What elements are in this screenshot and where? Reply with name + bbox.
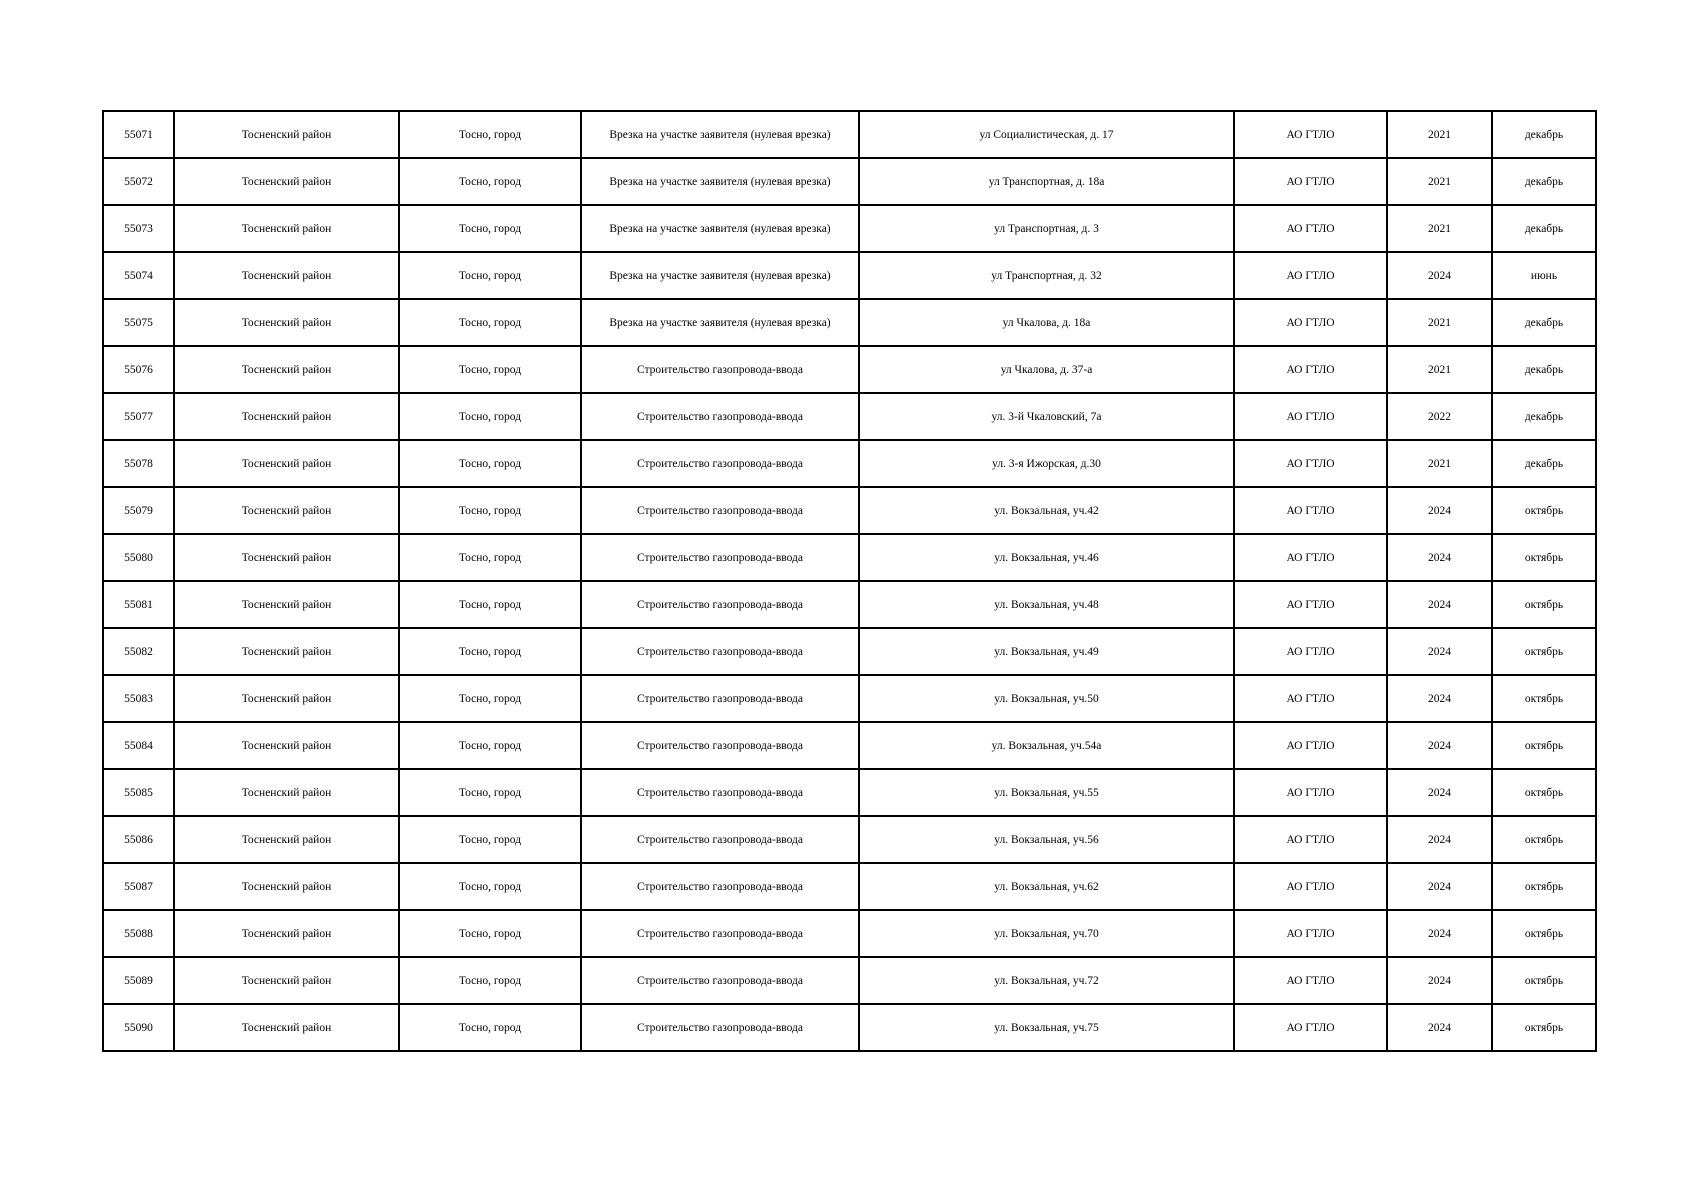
id-cell: 55075 [103, 299, 174, 346]
district-cell: Тосненский район [174, 863, 399, 910]
table-row [103, 252, 1596, 299]
id-cell: 55089 [103, 957, 174, 1004]
locality-cell: Тосно, город [399, 393, 581, 440]
id-cell: 55073 [103, 205, 174, 252]
id-cell: 55074 [103, 252, 174, 299]
address-cell: ул. Вокзальная, уч.62 [859, 863, 1234, 910]
work-type-cell: Врезка на участке заявителя (нулевая врезка) [581, 111, 859, 158]
id-cell: 55083 [103, 675, 174, 722]
id-cell: 55078 [103, 440, 174, 487]
district-cell: Тосненский район [174, 534, 399, 581]
id-cell: 55086 [103, 816, 174, 863]
year-cell: 2024 [1387, 487, 1492, 534]
address-cell: ул. Вокзальная, уч.55 [859, 769, 1234, 816]
year-cell: 2021 [1387, 440, 1492, 487]
month-cell: декабрь [1492, 205, 1596, 252]
table-row [103, 158, 1596, 205]
table-row [103, 816, 1596, 863]
locality-cell: Тосно, город [399, 581, 581, 628]
address-cell: ул. Вокзальная, уч.56 [859, 816, 1234, 863]
organization-cell: АО ГТЛО [1234, 534, 1387, 581]
month-cell: октябрь [1492, 910, 1596, 957]
locality-cell: Тосно, город [399, 1004, 581, 1051]
id-cell: 55080 [103, 534, 174, 581]
year-cell: 2021 [1387, 111, 1492, 158]
work-type-cell: Строительство газопровода-ввода [581, 910, 859, 957]
id-cell: 55079 [103, 487, 174, 534]
address-cell: ул. Вокзальная, уч.72 [859, 957, 1234, 1004]
district-cell: Тосненский район [174, 581, 399, 628]
district-cell: Тосненский район [174, 722, 399, 769]
table-row [103, 299, 1596, 346]
address-cell: ул. Вокзальная, уч.49 [859, 628, 1234, 675]
work-type-cell: Врезка на участке заявителя (нулевая врезка) [581, 205, 859, 252]
table-row [103, 581, 1596, 628]
organization-cell: АО ГТЛО [1234, 393, 1387, 440]
month-cell: декабрь [1492, 299, 1596, 346]
locality-cell: Тосно, город [399, 722, 581, 769]
year-cell: 2024 [1387, 722, 1492, 769]
district-cell: Тосненский район [174, 1004, 399, 1051]
year-cell: 2021 [1387, 205, 1492, 252]
year-cell: 2021 [1387, 299, 1492, 346]
work-type-cell: Строительство газопровода-ввода [581, 816, 859, 863]
locality-cell: Тосно, город [399, 111, 581, 158]
id-cell: 55071 [103, 111, 174, 158]
organization-cell: АО ГТЛО [1234, 675, 1387, 722]
district-cell: Тосненский район [174, 299, 399, 346]
month-cell: октябрь [1492, 1004, 1596, 1051]
table-row [103, 393, 1596, 440]
table-row [103, 863, 1596, 910]
year-cell: 2024 [1387, 816, 1492, 863]
organization-cell: АО ГТЛО [1234, 1004, 1387, 1051]
month-cell: октябрь [1492, 722, 1596, 769]
work-type-cell: Строительство газопровода-ввода [581, 534, 859, 581]
district-cell: Тосненский район [174, 440, 399, 487]
work-type-cell: Строительство газопровода-ввода [581, 1004, 859, 1051]
year-cell: 2022 [1387, 393, 1492, 440]
address-cell: ул Социалистическая, д. 17 [859, 111, 1234, 158]
address-cell: ул Чкалова, д. 18а [859, 299, 1234, 346]
year-cell: 2024 [1387, 534, 1492, 581]
work-type-cell: Строительство газопровода-ввода [581, 346, 859, 393]
table-row [103, 440, 1596, 487]
work-type-cell: Строительство газопровода-ввода [581, 769, 859, 816]
address-cell: ул. 3-й Чкаловский, 7а [859, 393, 1234, 440]
table-body [103, 111, 1596, 1051]
address-cell: ул. Вокзальная, уч.75 [859, 1004, 1234, 1051]
year-cell: 2024 [1387, 252, 1492, 299]
district-cell: Тосненский район [174, 346, 399, 393]
locality-cell: Тосно, город [399, 863, 581, 910]
district-cell: Тосненский район [174, 252, 399, 299]
locality-cell: Тосно, город [399, 534, 581, 581]
table-row [103, 628, 1596, 675]
table-row [103, 769, 1596, 816]
address-cell: ул. Вокзальная, уч.70 [859, 910, 1234, 957]
id-cell: 55081 [103, 581, 174, 628]
table-row [103, 205, 1596, 252]
id-cell: 55072 [103, 158, 174, 205]
address-cell: ул. Вокзальная, уч.48 [859, 581, 1234, 628]
id-cell: 55082 [103, 628, 174, 675]
year-cell: 2024 [1387, 581, 1492, 628]
locality-cell: Тосно, город [399, 816, 581, 863]
district-cell: Тосненский район [174, 158, 399, 205]
address-cell: ул. Вокзальная, уч.42 [859, 487, 1234, 534]
table-row [103, 111, 1596, 158]
organization-cell: АО ГТЛО [1234, 769, 1387, 816]
month-cell: октябрь [1492, 628, 1596, 675]
organization-cell: АО ГТЛО [1234, 581, 1387, 628]
id-cell: 55085 [103, 769, 174, 816]
month-cell: декабрь [1492, 346, 1596, 393]
organization-cell: АО ГТЛО [1234, 487, 1387, 534]
work-type-cell: Строительство газопровода-ввода [581, 581, 859, 628]
id-cell: 55090 [103, 1004, 174, 1051]
work-type-cell: Врезка на участке заявителя (нулевая врезка) [581, 252, 859, 299]
work-type-cell: Строительство газопровода-ввода [581, 722, 859, 769]
address-cell: ул Транспортная, д. 3 [859, 205, 1234, 252]
organization-cell: АО ГТЛО [1234, 252, 1387, 299]
data-table [102, 110, 1597, 1052]
table-row [103, 957, 1596, 1004]
organization-cell: АО ГТЛО [1234, 910, 1387, 957]
locality-cell: Тосно, город [399, 957, 581, 1004]
year-cell: 2024 [1387, 675, 1492, 722]
month-cell: октябрь [1492, 487, 1596, 534]
address-cell: ул. 3-я Ижорская, д.30 [859, 440, 1234, 487]
address-cell: ул. Вокзальная, уч.50 [859, 675, 1234, 722]
work-type-cell: Строительство газопровода-ввода [581, 487, 859, 534]
district-cell: Тосненский район [174, 769, 399, 816]
address-cell: ул Транспортная, д. 32 [859, 252, 1234, 299]
address-cell: ул. Вокзальная, уч.54а [859, 722, 1234, 769]
district-cell: Тосненский район [174, 205, 399, 252]
locality-cell: Тосно, город [399, 158, 581, 205]
locality-cell: Тосно, город [399, 205, 581, 252]
locality-cell: Тосно, город [399, 440, 581, 487]
work-type-cell: Врезка на участке заявителя (нулевая врезка) [581, 299, 859, 346]
organization-cell: АО ГТЛО [1234, 205, 1387, 252]
table-row [103, 675, 1596, 722]
month-cell: октябрь [1492, 769, 1596, 816]
district-cell: Тосненский район [174, 111, 399, 158]
table-row [103, 534, 1596, 581]
district-cell: Тосненский район [174, 393, 399, 440]
organization-cell: АО ГТЛО [1234, 628, 1387, 675]
organization-cell: АО ГТЛО [1234, 158, 1387, 205]
organization-cell: АО ГТЛО [1234, 722, 1387, 769]
month-cell: октябрь [1492, 957, 1596, 1004]
organization-cell: АО ГТЛО [1234, 111, 1387, 158]
table-row [103, 722, 1596, 769]
district-cell: Тосненский район [174, 957, 399, 1004]
year-cell: 2021 [1387, 158, 1492, 205]
locality-cell: Тосно, город [399, 675, 581, 722]
month-cell: декабрь [1492, 393, 1596, 440]
year-cell: 2024 [1387, 910, 1492, 957]
locality-cell: Тосно, город [399, 252, 581, 299]
work-type-cell: Строительство газопровода-ввода [581, 675, 859, 722]
address-cell: ул. Вокзальная, уч.46 [859, 534, 1234, 581]
work-type-cell: Строительство газопровода-ввода [581, 863, 859, 910]
id-cell: 55077 [103, 393, 174, 440]
id-cell: 55088 [103, 910, 174, 957]
month-cell: июнь [1492, 252, 1596, 299]
organization-cell: АО ГТЛО [1234, 863, 1387, 910]
month-cell: октябрь [1492, 534, 1596, 581]
work-type-cell: Строительство газопровода-ввода [581, 393, 859, 440]
month-cell: декабрь [1492, 440, 1596, 487]
year-cell: 2024 [1387, 863, 1492, 910]
month-cell: октябрь [1492, 581, 1596, 628]
work-type-cell: Строительство газопровода-ввода [581, 440, 859, 487]
month-cell: октябрь [1492, 816, 1596, 863]
work-type-cell: Строительство газопровода-ввода [581, 628, 859, 675]
month-cell: октябрь [1492, 675, 1596, 722]
work-type-cell: Строительство газопровода-ввода [581, 957, 859, 1004]
organization-cell: АО ГТЛО [1234, 816, 1387, 863]
month-cell: декабрь [1492, 158, 1596, 205]
month-cell: октябрь [1492, 863, 1596, 910]
id-cell: 55076 [103, 346, 174, 393]
locality-cell: Тосно, город [399, 910, 581, 957]
year-cell: 2024 [1387, 957, 1492, 1004]
table-row [103, 487, 1596, 534]
id-cell: 55087 [103, 863, 174, 910]
locality-cell: Тосно, город [399, 628, 581, 675]
organization-cell: АО ГТЛО [1234, 299, 1387, 346]
organization-cell: АО ГТЛО [1234, 346, 1387, 393]
district-cell: Тосненский район [174, 675, 399, 722]
year-cell: 2024 [1387, 1004, 1492, 1051]
month-cell: декабрь [1492, 111, 1596, 158]
organization-cell: АО ГТЛО [1234, 440, 1387, 487]
work-type-cell: Врезка на участке заявителя (нулевая врезка) [581, 158, 859, 205]
district-cell: Тосненский район [174, 628, 399, 675]
table-row [103, 1004, 1596, 1051]
year-cell: 2021 [1387, 346, 1492, 393]
organization-cell: АО ГТЛО [1234, 957, 1387, 1004]
id-cell: 55084 [103, 722, 174, 769]
district-cell: Тосненский район [174, 816, 399, 863]
address-cell: ул Чкалова, д. 37-а [859, 346, 1234, 393]
district-cell: Тосненский район [174, 487, 399, 534]
address-cell: ул Транспортная, д. 18а [859, 158, 1234, 205]
table-row [103, 910, 1596, 957]
locality-cell: Тосно, город [399, 346, 581, 393]
year-cell: 2024 [1387, 769, 1492, 816]
district-cell: Тосненский район [174, 910, 399, 957]
table-row [103, 346, 1596, 393]
locality-cell: Тосно, город [399, 769, 581, 816]
locality-cell: Тосно, город [399, 299, 581, 346]
locality-cell: Тосно, город [399, 487, 581, 534]
year-cell: 2024 [1387, 628, 1492, 675]
